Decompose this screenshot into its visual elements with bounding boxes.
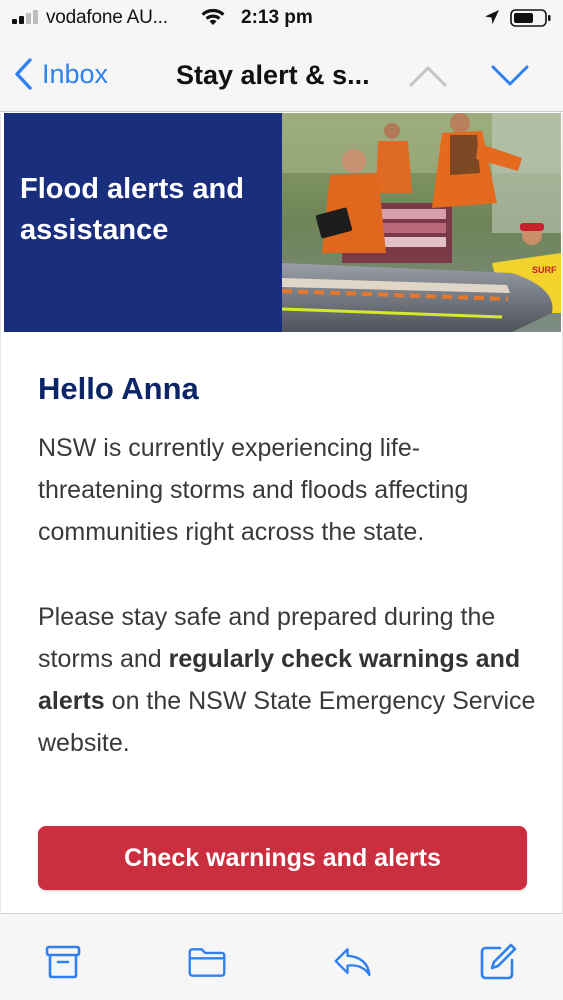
banner-title: Flood alerts and assistance — [20, 173, 244, 246]
status-time: 2:13 pm — [241, 7, 313, 28]
email-paragraph-1: NSW is currently experiencing life-threatening storms and floods affecting communities right across the state. — [38, 434, 469, 546]
back-to-inbox-button[interactable] — [12, 56, 108, 92]
email-greeting: Hello Anna — [38, 371, 199, 406]
paragraph-2-emphasis: regularly check warnings and alerts — [38, 645, 521, 715]
boat-lettering: SURF — [532, 265, 557, 275]
signal-icon — [12, 10, 42, 24]
email-body — [0, 113, 563, 913]
nav-bar — [0, 38, 563, 112]
folder-icon[interactable] — [187, 942, 227, 982]
bottom-toolbar — [0, 913, 563, 1000]
back-label: Inbox — [42, 58, 109, 89]
email-subject-title: Stay alert & s... — [176, 60, 370, 90]
carrier-name: vodafone AU... — [46, 7, 168, 28]
chevron-up-icon[interactable] — [408, 64, 448, 88]
check-warnings-label: Check warnings and alerts — [124, 843, 441, 872]
banner-title-panel — [4, 113, 282, 332]
battery-icon — [510, 8, 552, 28]
archive-icon[interactable] — [43, 942, 83, 982]
compose-icon[interactable] — [478, 942, 518, 982]
reply-icon[interactable] — [333, 942, 373, 982]
email-banner — [4, 113, 561, 332]
paragraph-2-outro: on the NSW State Emergency Service website. — [38, 687, 536, 757]
paragraph-2-intro: Please stay safe and prepared during the storms and — [38, 603, 496, 673]
wifi-icon — [200, 8, 226, 26]
email-paragraph-2 — [38, 596, 538, 764]
flood-rescue-photo — [282, 113, 561, 332]
location-arrow-icon — [484, 9, 500, 25]
check-warnings-button[interactable] — [38, 826, 527, 890]
chevron-down-icon[interactable] — [490, 64, 530, 88]
status-bar — [0, 0, 563, 38]
chevron-left-icon — [12, 57, 34, 91]
